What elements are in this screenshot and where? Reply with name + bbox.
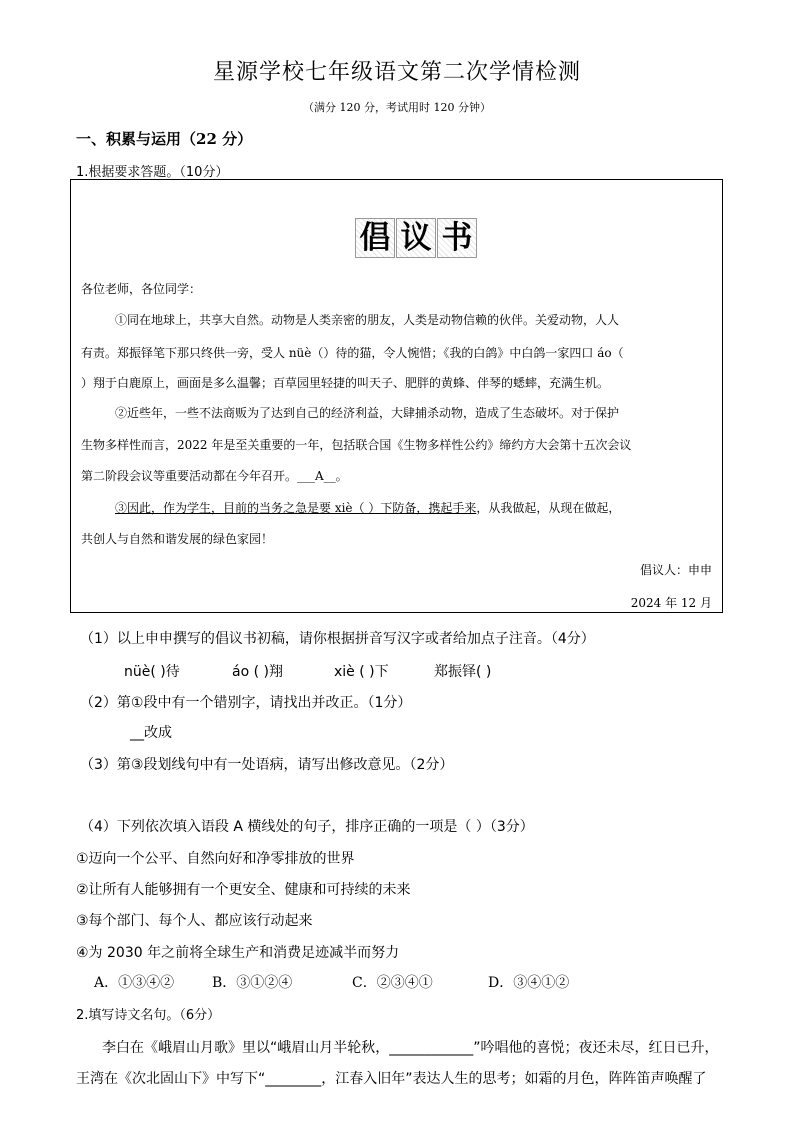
question-stem: 2.填写诗文名句。（6分） (76, 1008, 221, 1023)
pinyin-item: 郑振铎( ) (434, 664, 492, 680)
sentence-option: ③每个部门、每个人、都应该行动起来 (76, 913, 313, 929)
letter-title (355, 218, 478, 258)
sentence-tail: ，从我做起，从现在做起， (476, 501, 621, 515)
answer-blank: __改成 (130, 725, 172, 741)
letter-date: 2024 年 12 月 (630, 596, 712, 610)
sentence-option: ①迈向一个公平、自然向好和净零排放的世界 (76, 851, 355, 867)
letter-paragraph-line (115, 499, 620, 516)
subquestion-4: （4）下列依次填入语段 A 横线处的句子，排序正确的一项是（ ）（3分） (80, 819, 534, 835)
letter-title-char: 倡 (355, 218, 395, 258)
choice-c[interactable]: C．②③④① (352, 975, 433, 991)
letter-signer: 倡议人：申申 (639, 563, 712, 577)
choice-a[interactable]: A．①③④② (94, 975, 175, 991)
letter-greeting: 各位老师，各位同学： (81, 282, 202, 296)
letter-paragraph-line: ①同在地球上，共享大自然。动物是人类亲密的朋友，人类是动物信赖的伙伴。关爱动物，人人 (115, 313, 620, 327)
choice-d[interactable]: D．③④①② (488, 975, 570, 991)
page-title: 星源学校七年级语文第二次学情检测 (212, 60, 581, 85)
section-heading: 一、积累与运用（22 分） (76, 130, 253, 148)
letter-title-char: 议 (396, 218, 436, 258)
poetry-line: 王湾在《次北固山下》中写下“________，江春入旧年”表达人生的思考；如霜的月色，阵阵笛声唤醒了 (76, 1071, 707, 1087)
subquestion-2: （2）第①段中有一个错别字，请找出并改正。（1分） (80, 695, 412, 711)
pinyin-item: xiè ( )下 (334, 664, 389, 680)
letter-paragraph-line: 第二阶段会议等重要活动都在今年召开。___A__。 (81, 469, 348, 483)
letter-paragraph-line: ）翔于白鹿原上，画面是多么温馨；百草园里轻捷的叫天子、肥胖的黄蜂、伴琴的蟋蟀，充满生机。 (81, 376, 610, 390)
proposal-letter-box (70, 179, 723, 613)
letter-paragraph-line: 有责。郑振铎笔下那只终供一旁，受人 nüè（）待的猫，令人惋惜；《我的白鸽》中白鸽一家四口 áo（ (81, 346, 624, 360)
letter-paragraph-line: 共创人与自然和谐发展的绿色家园！ (81, 532, 274, 546)
letter-paragraph-line: 生物多样性而言，2022 年是至关重要的一年，包括联合国《生物多样性公约》缔约方大会第十五次会议 (81, 438, 632, 452)
question-stem: 1.根据要求答题。（10分） (76, 165, 229, 180)
letter-paragraph-line: ②近些年，一些不法商贩为了达到自己的经济利益，大肆捕杀动物，造成了生态破坏。对于保护 (115, 406, 620, 420)
pinyin-item: áo ( )翔 (232, 664, 283, 680)
underlined-sentence: ③因此，作为学生，目前的当务之急是要 xiè（ ）下防备，携起手来 (115, 501, 477, 515)
subquestion-3: （3）第③段划线句中有一处语病，请写出修改意见。（2分） (80, 757, 454, 773)
page-subtitle: （满分 120 分，考试用时 120 分钟） (303, 101, 491, 114)
sentence-option: ②让所有人能够拥有一个更安全、健康和可持续的未来 (76, 882, 411, 898)
subquestion-1: （1）以上申申撰写的倡议书初稿，请你根据拼音写汉字或者给加点子注音。（4分） (80, 631, 595, 647)
choice-b[interactable]: B．③①②④ (212, 975, 293, 991)
poetry-line: 李白在《峨眉山月歌》里以“峨眉山月半轮秋，____________”吟唱他的喜悦；夜还未尽，红日已升， (102, 1040, 719, 1056)
sentence-option: ④为 2030 年之前将全球生产和消费足迹减半而努力 (76, 945, 400, 961)
pinyin-item: nüè( )待 (124, 664, 180, 680)
letter-title-char: 书 (437, 218, 477, 258)
